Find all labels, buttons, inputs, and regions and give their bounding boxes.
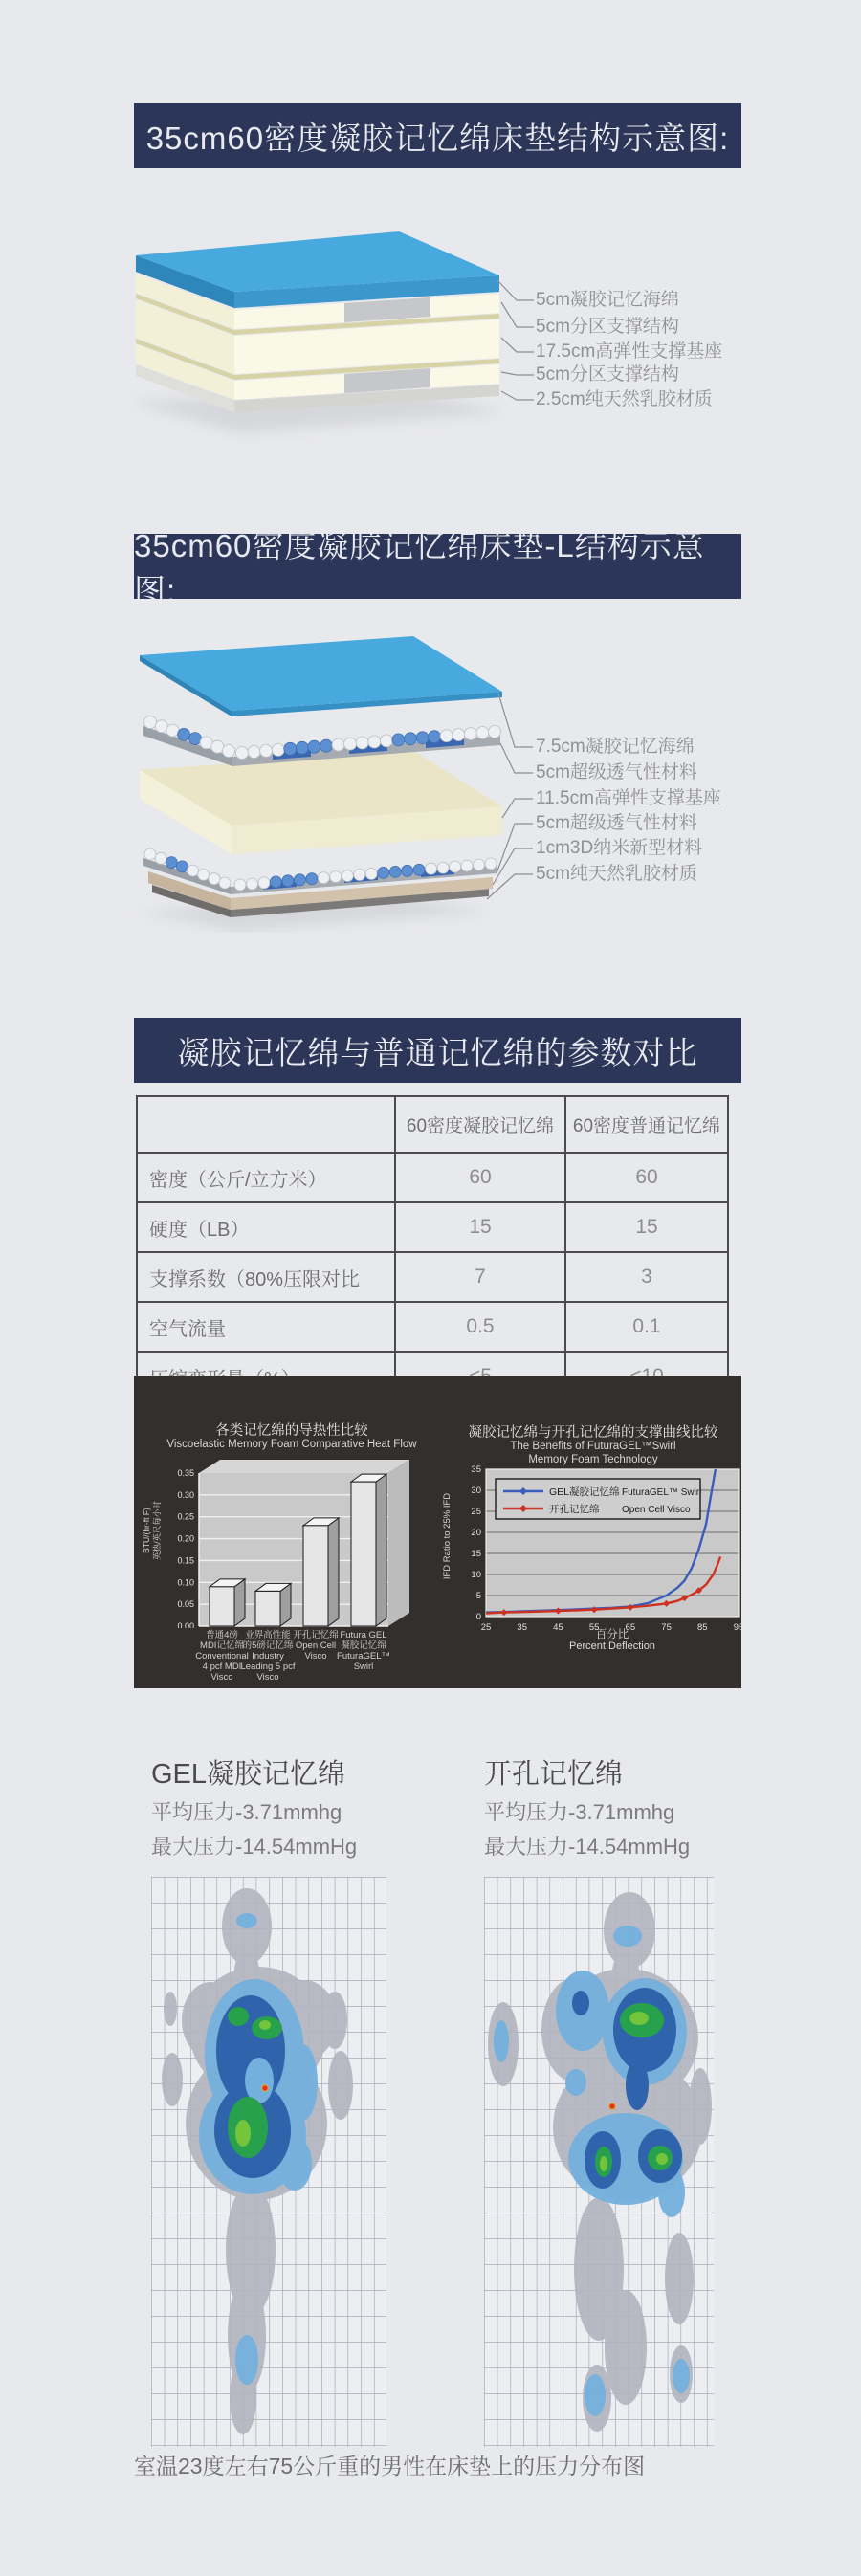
spring-ball bbox=[368, 736, 381, 748]
layer-label: 5cm分区支撑结构 bbox=[536, 364, 679, 385]
bar-ytick: 0.10 bbox=[177, 1577, 194, 1588]
header-cell: 60密度普通记忆绵 bbox=[565, 1096, 728, 1153]
layer-label: 2.5cm纯天然乳胶材质 bbox=[536, 389, 713, 409]
header-cell bbox=[137, 1096, 395, 1153]
legend-label-en: Open Cell Visco bbox=[622, 1505, 691, 1515]
spring-ball bbox=[429, 731, 441, 743]
spring-ball bbox=[474, 859, 485, 870]
line-xtick: 85 bbox=[696, 1622, 708, 1633]
spring-ball bbox=[453, 729, 465, 741]
spring-ball bbox=[440, 730, 453, 742]
spring-ball bbox=[248, 746, 260, 759]
pressure-right-avg: 平均压力-3.71mmhg bbox=[484, 1800, 675, 1824]
spring-ball bbox=[209, 873, 220, 885]
spring-ball bbox=[389, 866, 401, 877]
spring-ball bbox=[464, 728, 476, 740]
bar-category-label: Futura GEL 凝胶记忆绵 FuturaGEL™ Swirl bbox=[337, 1630, 390, 1672]
layer-label: 1cm3D纳米新型材料 bbox=[536, 838, 703, 858]
spring-ball bbox=[413, 864, 425, 875]
pressure-right-max: 最大压力-14.54mmHg bbox=[484, 1835, 691, 1859]
bar-chart-subtitle: Viscoelastic Memory Foam Comparative Heat Flow bbox=[166, 1439, 417, 1450]
line-chart-plot bbox=[457, 1464, 744, 1640]
line-chart-xlabel-en: Percent Deflection bbox=[569, 1640, 655, 1652]
line-xtick: 95 bbox=[733, 1622, 744, 1633]
spring-ball bbox=[356, 737, 368, 749]
table-row bbox=[137, 1153, 728, 1202]
spring-ball bbox=[306, 873, 318, 885]
mattress1-layers bbox=[136, 231, 499, 412]
section1-title-bar bbox=[134, 103, 741, 168]
spring-ball bbox=[144, 848, 156, 860]
layer-label: 5cm凝胶记忆海绵 bbox=[536, 290, 679, 310]
line-ytick: 35 bbox=[471, 1464, 481, 1475]
cell-value: 0.1 bbox=[565, 1302, 728, 1352]
bar-category-label: 业界高性能 的5磅记忆绵 Industry Leading 5 pcf Visco bbox=[240, 1630, 296, 1683]
line-xtick: 25 bbox=[480, 1622, 492, 1633]
bar-ytick: 0.35 bbox=[177, 1468, 194, 1478]
cell-value: 15 bbox=[395, 1202, 565, 1252]
pressure-left-avg: 平均压力-3.71mmhg bbox=[151, 1800, 342, 1824]
bar-ytick: 0.30 bbox=[177, 1489, 194, 1500]
spring-ball bbox=[282, 875, 294, 887]
bar-chart-plot bbox=[147, 1458, 453, 1628]
bar-chart-title: 各类记忆绵的导热性比较 bbox=[215, 1423, 368, 1439]
layer-label: 5cm超级透气性材料 bbox=[536, 762, 697, 782]
line-chart-subtitle2: Memory Foam Technology bbox=[528, 1454, 658, 1465]
spring-ball bbox=[485, 858, 497, 870]
bar-side bbox=[376, 1474, 386, 1626]
spring-ball bbox=[450, 861, 461, 872]
layer-label: 17.5cm高弹性支撑基座 bbox=[536, 341, 723, 362]
line-ytick: 20 bbox=[471, 1528, 481, 1538]
legend-label-en: FuturaGEL™ Swirl bbox=[622, 1487, 702, 1498]
row-label: 空气流量 bbox=[137, 1302, 395, 1352]
spring-ball bbox=[272, 743, 284, 756]
spring-ball bbox=[318, 872, 329, 884]
bar-category-label: 普通4磅 MDI记忆绵 Conventional 4 pcf MDI Visco bbox=[195, 1630, 249, 1683]
bar-front bbox=[255, 1591, 280, 1626]
bar-ytick: 0.00 bbox=[177, 1621, 194, 1628]
spring-ball bbox=[330, 871, 342, 883]
comparison-table bbox=[136, 1095, 729, 1402]
plot-top-face bbox=[199, 1460, 409, 1473]
spring-ball bbox=[320, 739, 333, 752]
spring-ball bbox=[437, 862, 449, 873]
line-xtick: 45 bbox=[553, 1622, 563, 1633]
ylabel-en: BTU/(hr-ft F) bbox=[142, 1508, 151, 1553]
line-xtick: 35 bbox=[517, 1622, 528, 1633]
spring-ball bbox=[294, 874, 305, 886]
spring-ball bbox=[178, 728, 190, 740]
legend-label-cn: GEL凝胶记忆绵 bbox=[549, 1486, 620, 1498]
cell-value: 7 bbox=[395, 1252, 565, 1302]
cell-value: 60 bbox=[565, 1153, 728, 1202]
spring-ball bbox=[236, 747, 249, 760]
bar-side bbox=[328, 1518, 339, 1626]
spring-ball bbox=[296, 741, 308, 754]
spring-ball bbox=[284, 742, 297, 755]
bar-front bbox=[210, 1587, 234, 1626]
mattress1-leader-lines bbox=[497, 280, 534, 400]
layer-label: 5cm超级透气性材料 bbox=[536, 813, 697, 833]
table-row bbox=[137, 1252, 728, 1302]
bar-front bbox=[351, 1482, 376, 1626]
spring-ball bbox=[198, 869, 210, 880]
spring-ball bbox=[365, 869, 377, 880]
bar-ytick: 0.20 bbox=[177, 1533, 194, 1544]
spring-ball bbox=[247, 878, 258, 890]
plot-side-face bbox=[388, 1460, 409, 1626]
line-ytick: 30 bbox=[471, 1486, 481, 1496]
spring-ball bbox=[270, 876, 281, 888]
spring-ball bbox=[155, 852, 166, 864]
spring-ball bbox=[166, 857, 177, 869]
layer-label: 7.5cm凝胶记忆海绵 bbox=[536, 737, 695, 757]
spring-ball bbox=[489, 726, 501, 738]
line-ytick: 5 bbox=[475, 1591, 481, 1601]
line-xtick: 65 bbox=[625, 1622, 636, 1633]
line-xtick: 55 bbox=[588, 1622, 600, 1633]
spring-ball bbox=[211, 740, 224, 753]
comparison-title-bar bbox=[134, 1018, 741, 1083]
spring-ball bbox=[155, 720, 167, 733]
cell-value: 60 bbox=[395, 1153, 565, 1202]
spring-ball bbox=[188, 865, 199, 876]
section2-title-bar bbox=[134, 528, 741, 608]
map-hotspot-dot bbox=[609, 2103, 615, 2109]
spring-ball bbox=[402, 865, 413, 876]
table-header-row bbox=[137, 1096, 728, 1153]
line-ytick: 25 bbox=[471, 1507, 481, 1517]
bar-ytick: 0.15 bbox=[177, 1555, 194, 1566]
line-chart-subtitle: The Benefits of FuturaGEL™Swirl bbox=[510, 1441, 676, 1452]
bar-ytick: 0.05 bbox=[177, 1599, 194, 1610]
bar-ytick: 0.25 bbox=[177, 1511, 194, 1522]
spring-ball bbox=[344, 738, 357, 750]
header-cell: 60密度凝胶记忆绵 bbox=[395, 1096, 565, 1153]
pressure-caption: 室温23度左右75公斤重的男性在床垫上的压力分布图 bbox=[134, 2454, 646, 2478]
section2-title: 35cm60密度凝胶记忆绵床垫-L结构示意图: bbox=[134, 528, 705, 608]
cell-value: 3 bbox=[565, 1252, 728, 1302]
spring-ball bbox=[380, 735, 392, 747]
mattress2-layers bbox=[140, 636, 502, 917]
section1-title: 35cm60密度凝胶记忆绵床垫结构示意图: bbox=[145, 120, 730, 156]
map-hotspot-dot bbox=[262, 2085, 268, 2091]
pressure-left-title: GEL凝胶记忆绵 bbox=[151, 1759, 346, 1790]
spring-ball bbox=[378, 867, 389, 878]
layer-label: 5cm纯天然乳胶材质 bbox=[536, 864, 697, 884]
bar-front bbox=[303, 1526, 328, 1626]
line-xtick: 75 bbox=[661, 1622, 672, 1633]
row-label: 支撑系数（80%压限对比 bbox=[137, 1252, 395, 1302]
line-chart-xlabel: 百分比 bbox=[595, 1629, 629, 1640]
spring-ball bbox=[416, 732, 429, 744]
map-relief-spot bbox=[245, 2058, 274, 2103]
spring-ball bbox=[200, 737, 212, 749]
line-ytick: 15 bbox=[471, 1549, 481, 1559]
spring-ball bbox=[405, 733, 417, 745]
spring-ball bbox=[176, 861, 188, 872]
spring-ball bbox=[476, 727, 489, 739]
table-row bbox=[137, 1202, 728, 1252]
spring-ball bbox=[332, 738, 344, 751]
bar-category-label: 开孔记忆绵 Open Cell Visco bbox=[293, 1630, 339, 1662]
spring-ball bbox=[188, 733, 201, 745]
table-row bbox=[137, 1302, 728, 1352]
pressure-left-max: 最大压力-14.54mmHg bbox=[151, 1835, 358, 1859]
ylabel-cn: 英热/英尺每小时 bbox=[152, 1501, 162, 1560]
pressure-map-open-cell bbox=[484, 1877, 714, 2447]
line-ytick: 0 bbox=[475, 1612, 481, 1622]
line-chart-ylabel: IFD Ratio to 25% IFD bbox=[442, 1492, 453, 1580]
spring-ball bbox=[426, 863, 437, 874]
spring-ball bbox=[342, 870, 353, 882]
pressure-map-gel bbox=[151, 1877, 386, 2447]
spring-ball bbox=[223, 745, 235, 758]
spring-ball bbox=[234, 879, 246, 891]
pressure-right-title: 开孔记忆绵 bbox=[484, 1759, 624, 1790]
cell-value: 0.5 bbox=[395, 1302, 565, 1352]
layer-label: 5cm分区支撑结构 bbox=[536, 317, 679, 337]
comparison-title: 凝胶记忆绵与普通记忆绵的参数对比 bbox=[177, 1034, 698, 1070]
row-label: 硬度（LB） bbox=[137, 1202, 395, 1252]
bar-chart-categories bbox=[134, 1630, 459, 1687]
legend-label-cn: 开孔记忆绵 bbox=[549, 1504, 600, 1515]
spring-ball bbox=[219, 877, 231, 889]
spring-ball bbox=[308, 740, 320, 753]
layer-label: 11.5cm高弹性支撑基座 bbox=[536, 788, 721, 808]
spring-ball bbox=[461, 860, 473, 871]
spring-ball bbox=[392, 734, 405, 746]
cell-value: 15 bbox=[565, 1202, 728, 1252]
spring-ball bbox=[354, 870, 365, 881]
line-ytick: 10 bbox=[471, 1570, 481, 1580]
charts-panel bbox=[134, 1376, 744, 1688]
spring-ball bbox=[144, 716, 157, 729]
spring-ball bbox=[258, 877, 270, 889]
spring-ball bbox=[166, 724, 179, 737]
line-chart-title: 凝胶记忆绵与开孔记忆绵的支撑曲线比较 bbox=[468, 1425, 718, 1441]
row-label: 密度（公斤/立方米） bbox=[137, 1153, 395, 1202]
spring-ball bbox=[260, 744, 273, 757]
